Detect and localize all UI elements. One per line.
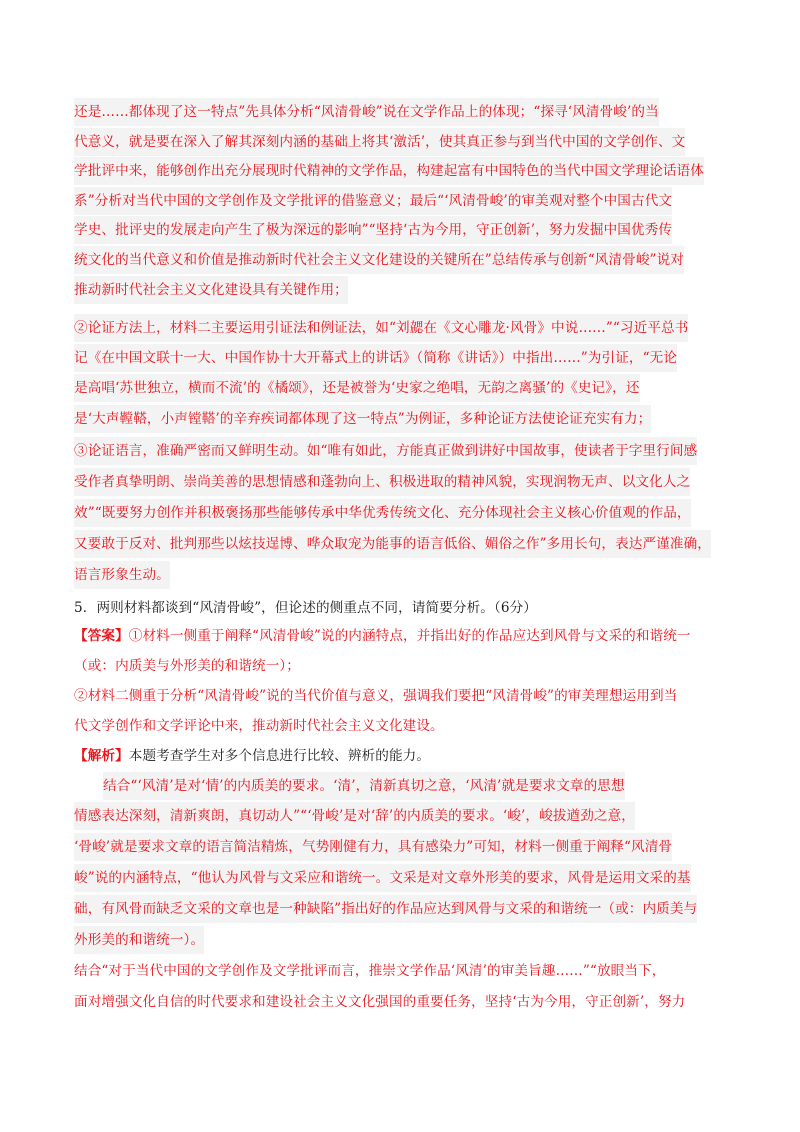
paragraph-3-line-1: ③论证语言，准确严密而又鲜明生动。如“唯有如此，方能真正做到讲好中国故事，使读者于字里行间感	[74, 437, 697, 465]
paragraph-2-line-2: 记《在中国文联十一大、中国作协十大开幕式上的讲话》（简称《讲话》）中指出……”为引证，“无论	[74, 344, 677, 372]
paragraph-3-line-5: 语言形象生动。	[74, 561, 170, 589]
paragraph-3-line-3: 效”“既要努力创作并积极褒扬那些能够传承中华优秀传统文化、充分体现社会主义核心价值观的作品，	[74, 499, 691, 527]
paragraph-2-line-1: ②论证方法上，材料二主要运用引证法和例证法，如“刘勰在《文心雕龙·风骨》中说……”“习近平总书	[74, 314, 688, 342]
analysis-line-2: 情感表达深刻，清新爽朗，真切动人”“‘骨峻’是对‘辞’的内质美的要求。‘峻’，峻拔遒劲之意，	[74, 802, 635, 830]
analysis-line-6: 外形美的和谐统一）。	[74, 926, 204, 954]
paragraph-1-line-3: 学批评中来，能够创作出充分展现时代精神的文学作品，构建起富有中国特色的当代中国文学理论话语体	[74, 157, 704, 185]
paragraph-1-line-6: 统文化的当代意义和价值是推动新时代社会主义文化建设的关键所在”总结传承与创新“风清骨峻”说对	[74, 246, 684, 274]
analysis-intro: 本题考查学生对多个信息进行比较、辨析的能力。	[128, 748, 431, 764]
analysis-line-4: 峻”说的内涵特点，“他认为风骨与文采应和谐统一。文采是对文章外形美的要求，风骨是运用文采的基	[74, 864, 691, 892]
paragraph-1-line-7: 推动新时代社会主义文化建设具有关键作用；	[74, 276, 348, 304]
analysis-intro-line	[74, 742, 430, 770]
analysis-line-1: 结合“‘风清’是对‘情’的内质美的要求。‘清’，清新真切之意，‘风清’就是要求文章的思想	[103, 772, 625, 800]
answer-line-1	[74, 622, 691, 650]
answer-line-2: （或：内质美与外形美的和谐统一）；	[74, 658, 300, 674]
answer-label: 【答案】	[74, 628, 129, 644]
paragraph-3-line-2: 受作者真挚明朗、崇尚美善的思想情感和蓬勃向上、积极进取的精神风貌，实现润物无声、以文化人之	[74, 468, 690, 496]
paragraph-2-line-4: 是‘大声鞺鞳，小声镗鞳’的辛弃疾词都体现了这一特点”为例证，多种论证方法使论证充实有力；	[74, 405, 651, 433]
paragraph-1-line-1: 还是……都体现了这一特点”先具体分析“风清骨峻”说在文学作品上的体现；“探寻‘风清骨峻’的当	[74, 98, 659, 126]
paragraph-1-line-4: 系”分析对当代中国的文学创作及文学批评的借鉴意义；最后“‘风清骨峻’的审美观对整个中国古代文	[74, 187, 672, 215]
analysis-line-7: 结合“对于当代中国的文学创作及文学批评而言，推崇文学作品‘风清’的审美旨趣……”“放眼当下，	[74, 963, 666, 979]
paragraph-2-line-3: 是高唱‘苏世独立，横而不流’的《橘颂》，还是被誉为‘史家之绝唱，无韵之离骚’的《史记》，还	[74, 374, 640, 402]
analysis-line-8: 面对增强文化自信的时代要求和建设社会主义文化强国的重要任务，坚持‘古为今用，守正创新’，努力	[74, 994, 686, 1010]
paragraph-1-line-2: 代意义，就是要在深入了解其深刻内涵的基础上将其‘激活’，使其真正参与到当代中国的文学创作、文	[74, 128, 685, 156]
paragraph-3-line-4: 又要敢于反对、批判那些以炫技逞博、哗众取宠为能事的语言低俗、媚俗之作”多用长句，表达严谨准确，	[74, 530, 711, 558]
analysis-line-3: ‘骨峻’就是要求文章的语言简洁精炼，气势刚健有力，具有感染力”可知，材料一侧重于阐释“风清骨	[74, 833, 672, 861]
answer-line-4: 代文学创作和文学评论中来，推动新时代社会主义文化建设。	[74, 718, 444, 734]
analysis-line-5: 础，有风骨而缺乏文采的文章也是一种缺陷”指出好的作品应达到风骨与文采的和谐统一（或：内质美与	[74, 895, 697, 923]
answer-text-1: ①材料一侧重于阐释“风清骨峻”说的内涵特点，并指出好的作品应达到风骨与文采的和谐统一	[128, 628, 691, 644]
paragraph-1-line-5: 学史、批评史的发展走向产生了极为深远的影响”“坚持‘古为今用，守正创新’，努力发掘中国优秀传	[74, 216, 672, 244]
question-5: 5．两则材料都谈到“风清骨峻”，但论述的侧重点不同，请简要分析。（6分）	[74, 600, 537, 616]
analysis-label: 【解析】	[74, 748, 129, 764]
answer-line-3: ②材料二侧重于分析“风清骨峻”说的当代价值与意义，强调我们要把“风清骨峻”的审美理想运用到当	[74, 688, 678, 704]
